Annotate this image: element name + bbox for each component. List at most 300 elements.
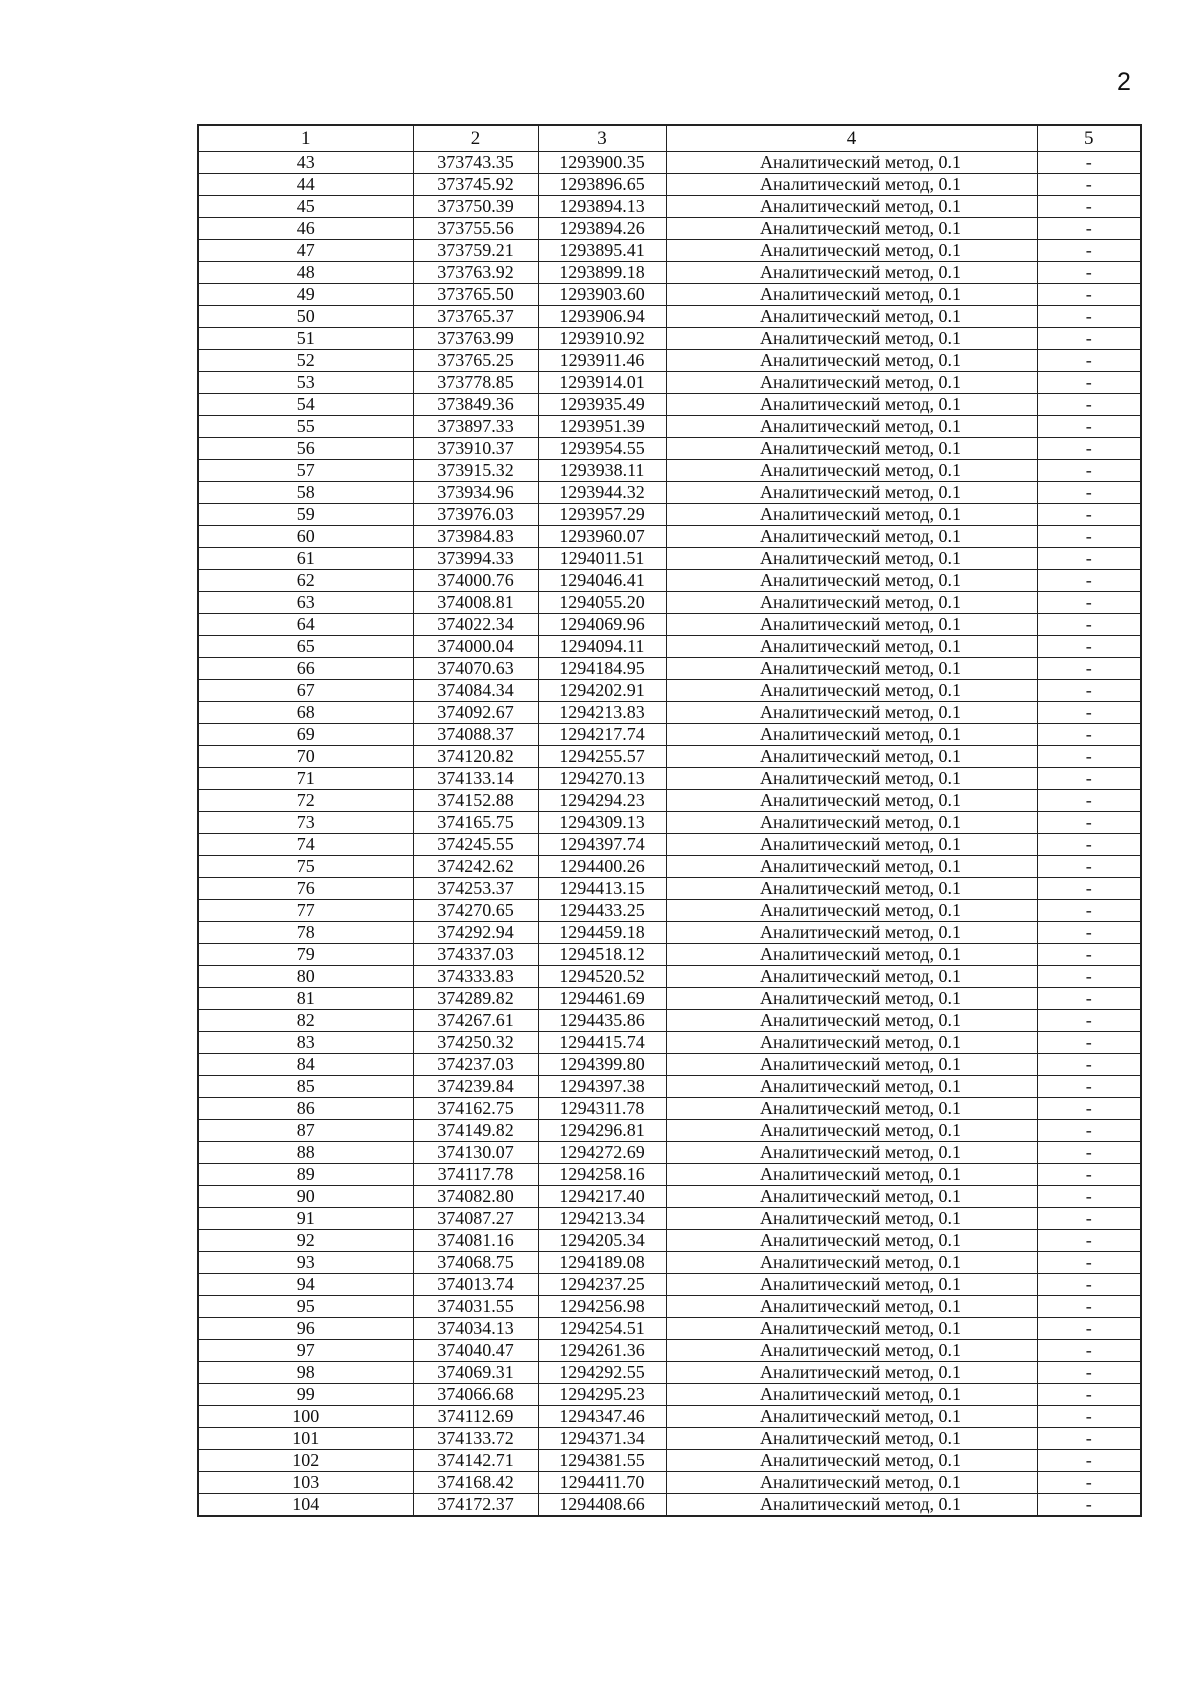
table-row (198, 350, 1141, 372)
note-cell: - (1037, 592, 1141, 614)
x-coordinate-cell: 373745.92 (413, 174, 538, 196)
method-cell: Аналитический метод, 0.1 (666, 1252, 1037, 1274)
y-coordinate-cell: 1294292.55 (538, 1362, 666, 1384)
method-cell: Аналитический метод, 0.1 (666, 1032, 1037, 1054)
note-cell: - (1037, 966, 1141, 988)
y-coordinate-cell: 1294347.46 (538, 1406, 666, 1428)
note-cell: - (1037, 1010, 1141, 1032)
table-row (198, 394, 1141, 416)
table-row (198, 196, 1141, 218)
method-cell: Аналитический метод, 0.1 (666, 966, 1037, 988)
x-coordinate-cell: 374292.94 (413, 922, 538, 944)
table-row (198, 1230, 1141, 1252)
y-coordinate-cell: 1294520.52 (538, 966, 666, 988)
note-cell: - (1037, 570, 1141, 592)
method-cell: Аналитический метод, 0.1 (666, 1010, 1037, 1032)
note-cell: - (1037, 328, 1141, 350)
method-cell: Аналитический метод, 0.1 (666, 856, 1037, 878)
method-cell: Аналитический метод, 0.1 (666, 1076, 1037, 1098)
note-cell: - (1037, 1406, 1141, 1428)
table-row (198, 1362, 1141, 1384)
point-number-cell: 70 (198, 746, 413, 768)
table-row (198, 306, 1141, 328)
x-coordinate-cell: 373743.35 (413, 152, 538, 174)
note-cell: - (1037, 240, 1141, 262)
table-row (198, 834, 1141, 856)
x-coordinate-cell: 374172.37 (413, 1494, 538, 1517)
x-coordinate-cell: 373765.37 (413, 306, 538, 328)
y-coordinate-cell: 1294433.25 (538, 900, 666, 922)
table-row (198, 812, 1141, 834)
method-cell: Аналитический метод, 0.1 (666, 1098, 1037, 1120)
table-row (198, 1472, 1141, 1494)
note-cell: - (1037, 1098, 1141, 1120)
x-coordinate-cell: 374165.75 (413, 812, 538, 834)
method-cell: Аналитический метод, 0.1 (666, 834, 1037, 856)
method-cell: Аналитический метод, 0.1 (666, 262, 1037, 284)
table-row (198, 790, 1141, 812)
y-coordinate-cell: 1293900.35 (538, 152, 666, 174)
method-cell: Аналитический метод, 0.1 (666, 1318, 1037, 1340)
y-coordinate-cell: 1293894.13 (538, 196, 666, 218)
y-coordinate-cell: 1294294.23 (538, 790, 666, 812)
method-cell: Аналитический метод, 0.1 (666, 944, 1037, 966)
point-number-cell: 93 (198, 1252, 413, 1274)
method-cell: Аналитический метод, 0.1 (666, 922, 1037, 944)
table-row (198, 1142, 1141, 1164)
method-cell: Аналитический метод, 0.1 (666, 1274, 1037, 1296)
y-coordinate-cell: 1294184.95 (538, 658, 666, 680)
point-number-cell: 63 (198, 592, 413, 614)
note-cell: - (1037, 196, 1141, 218)
y-coordinate-cell: 1294459.18 (538, 922, 666, 944)
x-coordinate-cell: 374066.68 (413, 1384, 538, 1406)
x-coordinate-cell: 374088.37 (413, 724, 538, 746)
x-coordinate-cell: 373934.96 (413, 482, 538, 504)
y-coordinate-cell: 1294094.11 (538, 636, 666, 658)
x-coordinate-cell: 374289.82 (413, 988, 538, 1010)
table-row (198, 460, 1141, 482)
page-number: 2 (1117, 68, 1131, 96)
method-cell: Аналитический метод, 0.1 (666, 570, 1037, 592)
table-row (198, 1076, 1141, 1098)
header-col-2: 2 (413, 125, 538, 152)
y-coordinate-cell: 1294055.20 (538, 592, 666, 614)
table-row (198, 1296, 1141, 1318)
note-cell: - (1037, 306, 1141, 328)
note-cell: - (1037, 614, 1141, 636)
table-row (198, 944, 1141, 966)
point-number-cell: 49 (198, 284, 413, 306)
y-coordinate-cell: 1293960.07 (538, 526, 666, 548)
note-cell: - (1037, 812, 1141, 834)
point-number-cell: 54 (198, 394, 413, 416)
y-coordinate-cell: 1293944.32 (538, 482, 666, 504)
note-cell: - (1037, 1472, 1141, 1494)
table-row (198, 856, 1141, 878)
y-coordinate-cell: 1294011.51 (538, 548, 666, 570)
table-row (198, 152, 1141, 174)
x-coordinate-cell: 374242.62 (413, 856, 538, 878)
table-row (198, 1010, 1141, 1032)
x-coordinate-cell: 374034.13 (413, 1318, 538, 1340)
note-cell: - (1037, 1252, 1141, 1274)
note-cell: - (1037, 1274, 1141, 1296)
method-cell: Аналитический метод, 0.1 (666, 636, 1037, 658)
method-cell: Аналитический метод, 0.1 (666, 1120, 1037, 1142)
x-coordinate-cell: 374070.63 (413, 658, 538, 680)
y-coordinate-cell: 1294400.26 (538, 856, 666, 878)
point-number-cell: 79 (198, 944, 413, 966)
method-cell: Аналитический метод, 0.1 (666, 526, 1037, 548)
note-cell: - (1037, 746, 1141, 768)
note-cell: - (1037, 900, 1141, 922)
table-row (198, 504, 1141, 526)
x-coordinate-cell: 374270.65 (413, 900, 538, 922)
table-row (198, 592, 1141, 614)
point-number-cell: 100 (198, 1406, 413, 1428)
x-coordinate-cell: 374239.84 (413, 1076, 538, 1098)
note-cell: - (1037, 1296, 1141, 1318)
note-cell: - (1037, 1054, 1141, 1076)
table-row (198, 218, 1141, 240)
method-cell: Аналитический метод, 0.1 (666, 614, 1037, 636)
y-coordinate-cell: 1294254.51 (538, 1318, 666, 1340)
x-coordinate-cell: 374069.31 (413, 1362, 538, 1384)
table-row (198, 174, 1141, 196)
point-number-cell: 75 (198, 856, 413, 878)
method-cell: Аналитический метод, 0.1 (666, 658, 1037, 680)
note-cell: - (1037, 922, 1141, 944)
table-row (198, 1252, 1141, 1274)
table-row (198, 724, 1141, 746)
point-number-cell: 57 (198, 460, 413, 482)
table-row (198, 372, 1141, 394)
method-cell: Аналитический метод, 0.1 (666, 218, 1037, 240)
point-number-cell: 65 (198, 636, 413, 658)
table-row (198, 614, 1141, 636)
note-cell: - (1037, 680, 1141, 702)
note-cell: - (1037, 372, 1141, 394)
note-cell: - (1037, 482, 1141, 504)
point-number-cell: 87 (198, 1120, 413, 1142)
point-number-cell: 73 (198, 812, 413, 834)
note-cell: - (1037, 878, 1141, 900)
point-number-cell: 81 (198, 988, 413, 1010)
x-coordinate-cell: 374133.72 (413, 1428, 538, 1450)
x-coordinate-cell: 374237.03 (413, 1054, 538, 1076)
note-cell: - (1037, 988, 1141, 1010)
table-row (198, 1054, 1141, 1076)
method-cell: Аналитический метод, 0.1 (666, 1406, 1037, 1428)
y-coordinate-cell: 1293910.92 (538, 328, 666, 350)
x-coordinate-cell: 374133.14 (413, 768, 538, 790)
note-cell: - (1037, 262, 1141, 284)
note-cell: - (1037, 658, 1141, 680)
x-coordinate-cell: 374267.61 (413, 1010, 538, 1032)
point-number-cell: 64 (198, 614, 413, 636)
y-coordinate-cell: 1294397.74 (538, 834, 666, 856)
y-coordinate-cell: 1294255.57 (538, 746, 666, 768)
point-number-cell: 62 (198, 570, 413, 592)
x-coordinate-cell: 374250.32 (413, 1032, 538, 1054)
y-coordinate-cell: 1293938.11 (538, 460, 666, 482)
note-cell: - (1037, 1186, 1141, 1208)
y-coordinate-cell: 1294371.34 (538, 1428, 666, 1450)
point-number-cell: 85 (198, 1076, 413, 1098)
x-coordinate-cell: 374008.81 (413, 592, 538, 614)
note-cell: - (1037, 1120, 1141, 1142)
x-coordinate-cell: 373750.39 (413, 196, 538, 218)
method-cell: Аналитический метод, 0.1 (666, 240, 1037, 262)
point-number-cell: 104 (198, 1494, 413, 1517)
method-cell: Аналитический метод, 0.1 (666, 1142, 1037, 1164)
method-cell: Аналитический метод, 0.1 (666, 372, 1037, 394)
method-cell: Аналитический метод, 0.1 (666, 1296, 1037, 1318)
point-number-cell: 59 (198, 504, 413, 526)
x-coordinate-cell: 374092.67 (413, 702, 538, 724)
table-row (198, 922, 1141, 944)
point-number-cell: 88 (198, 1142, 413, 1164)
method-cell: Аналитический метод, 0.1 (666, 1450, 1037, 1472)
table-row (198, 1274, 1141, 1296)
point-number-cell: 72 (198, 790, 413, 812)
x-coordinate-cell: 374013.74 (413, 1274, 538, 1296)
method-cell: Аналитический метод, 0.1 (666, 1428, 1037, 1450)
x-coordinate-cell: 374081.16 (413, 1230, 538, 1252)
table-row (198, 658, 1141, 680)
x-coordinate-cell: 373765.50 (413, 284, 538, 306)
table-row (198, 746, 1141, 768)
y-coordinate-cell: 1294461.69 (538, 988, 666, 1010)
table-row (198, 1318, 1141, 1340)
x-coordinate-cell: 374000.76 (413, 570, 538, 592)
method-cell: Аналитический метод, 0.1 (666, 790, 1037, 812)
method-cell: Аналитический метод, 0.1 (666, 416, 1037, 438)
y-coordinate-cell: 1294309.13 (538, 812, 666, 834)
point-number-cell: 69 (198, 724, 413, 746)
note-cell: - (1037, 526, 1141, 548)
x-coordinate-cell: 374082.80 (413, 1186, 538, 1208)
coordinates-table (197, 124, 1142, 1517)
y-coordinate-cell: 1293957.29 (538, 504, 666, 526)
point-number-cell: 74 (198, 834, 413, 856)
point-number-cell: 101 (198, 1428, 413, 1450)
method-cell: Аналитический метод, 0.1 (666, 328, 1037, 350)
y-coordinate-cell: 1294518.12 (538, 944, 666, 966)
point-number-cell: 97 (198, 1340, 413, 1362)
point-number-cell: 48 (198, 262, 413, 284)
table-row (198, 438, 1141, 460)
note-cell: - (1037, 1208, 1141, 1230)
note-cell: - (1037, 834, 1141, 856)
point-number-cell: 77 (198, 900, 413, 922)
table-row (198, 1450, 1141, 1472)
point-number-cell: 67 (198, 680, 413, 702)
note-cell: - (1037, 1230, 1141, 1252)
point-number-cell: 91 (198, 1208, 413, 1230)
note-cell: - (1037, 1076, 1141, 1098)
table-row (198, 680, 1141, 702)
table-row (198, 768, 1141, 790)
table-row (198, 1384, 1141, 1406)
method-cell: Аналитический метод, 0.1 (666, 724, 1037, 746)
method-cell: Аналитический метод, 0.1 (666, 1230, 1037, 1252)
x-coordinate-cell: 373910.37 (413, 438, 538, 460)
method-cell: Аналитический метод, 0.1 (666, 1494, 1037, 1517)
y-coordinate-cell: 1294213.34 (538, 1208, 666, 1230)
point-number-cell: 66 (198, 658, 413, 680)
y-coordinate-cell: 1293899.18 (538, 262, 666, 284)
table-row (198, 1164, 1141, 1186)
point-number-cell: 50 (198, 306, 413, 328)
table-row (198, 262, 1141, 284)
table-row (198, 1406, 1141, 1428)
point-number-cell: 94 (198, 1274, 413, 1296)
x-coordinate-cell: 374337.03 (413, 944, 538, 966)
y-coordinate-cell: 1293894.26 (538, 218, 666, 240)
table-row (198, 900, 1141, 922)
method-cell: Аналитический метод, 0.1 (666, 1208, 1037, 1230)
table-row (198, 328, 1141, 350)
x-coordinate-cell: 373897.33 (413, 416, 538, 438)
x-coordinate-cell: 374000.04 (413, 636, 538, 658)
note-cell: - (1037, 394, 1141, 416)
note-cell: - (1037, 768, 1141, 790)
note-cell: - (1037, 350, 1141, 372)
x-coordinate-cell: 373984.83 (413, 526, 538, 548)
note-cell: - (1037, 284, 1141, 306)
point-number-cell: 52 (198, 350, 413, 372)
point-number-cell: 44 (198, 174, 413, 196)
note-cell: - (1037, 1494, 1141, 1517)
y-coordinate-cell: 1293954.55 (538, 438, 666, 460)
method-cell: Аналитический метод, 0.1 (666, 460, 1037, 482)
point-number-cell: 61 (198, 548, 413, 570)
x-coordinate-cell: 373976.03 (413, 504, 538, 526)
x-coordinate-cell: 374162.75 (413, 1098, 538, 1120)
note-cell: - (1037, 1450, 1141, 1472)
x-coordinate-cell: 374022.34 (413, 614, 538, 636)
x-coordinate-cell: 373915.32 (413, 460, 538, 482)
header-col-5: 5 (1037, 125, 1141, 152)
note-cell: - (1037, 1384, 1141, 1406)
method-cell: Аналитический метод, 0.1 (666, 1054, 1037, 1076)
note-cell: - (1037, 1164, 1141, 1186)
y-coordinate-cell: 1293911.46 (538, 350, 666, 372)
note-cell: - (1037, 1142, 1141, 1164)
point-number-cell: 51 (198, 328, 413, 350)
note-cell: - (1037, 460, 1141, 482)
y-coordinate-cell: 1294217.74 (538, 724, 666, 746)
x-coordinate-cell: 374253.37 (413, 878, 538, 900)
method-cell: Аналитический метод, 0.1 (666, 438, 1037, 460)
y-coordinate-cell: 1294046.41 (538, 570, 666, 592)
note-cell: - (1037, 1428, 1141, 1450)
x-coordinate-cell: 374149.82 (413, 1120, 538, 1142)
x-coordinate-cell: 374117.78 (413, 1164, 538, 1186)
x-coordinate-cell: 374152.88 (413, 790, 538, 812)
note-cell: - (1037, 504, 1141, 526)
x-coordinate-cell: 374333.83 (413, 966, 538, 988)
y-coordinate-cell: 1294202.91 (538, 680, 666, 702)
note-cell: - (1037, 438, 1141, 460)
table-row (198, 416, 1141, 438)
table-row (198, 240, 1141, 262)
table-row (198, 570, 1141, 592)
point-number-cell: 60 (198, 526, 413, 548)
point-number-cell: 55 (198, 416, 413, 438)
table-row (198, 1120, 1141, 1142)
note-cell: - (1037, 152, 1141, 174)
method-cell: Аналитический метод, 0.1 (666, 504, 1037, 526)
table-row (198, 1098, 1141, 1120)
x-coordinate-cell: 374130.07 (413, 1142, 538, 1164)
y-coordinate-cell: 1294399.80 (538, 1054, 666, 1076)
header-col-3: 3 (538, 125, 666, 152)
method-cell: Аналитический метод, 0.1 (666, 1186, 1037, 1208)
y-coordinate-cell: 1294295.23 (538, 1384, 666, 1406)
header-col-4: 4 (666, 125, 1037, 152)
y-coordinate-cell: 1294381.55 (538, 1450, 666, 1472)
note-cell: - (1037, 702, 1141, 724)
x-coordinate-cell: 373763.99 (413, 328, 538, 350)
point-number-cell: 76 (198, 878, 413, 900)
table-row (198, 548, 1141, 570)
point-number-cell: 84 (198, 1054, 413, 1076)
note-cell: - (1037, 636, 1141, 658)
y-coordinate-cell: 1294413.15 (538, 878, 666, 900)
y-coordinate-cell: 1294258.16 (538, 1164, 666, 1186)
note-cell: - (1037, 724, 1141, 746)
method-cell: Аналитический метод, 0.1 (666, 592, 1037, 614)
method-cell: Аналитический метод, 0.1 (666, 152, 1037, 174)
x-coordinate-cell: 373755.56 (413, 218, 538, 240)
x-coordinate-cell: 374168.42 (413, 1472, 538, 1494)
x-coordinate-cell: 373778.85 (413, 372, 538, 394)
point-number-cell: 98 (198, 1362, 413, 1384)
method-cell: Аналитический метод, 0.1 (666, 1164, 1037, 1186)
point-number-cell: 83 (198, 1032, 413, 1054)
coordinates-table-container (197, 124, 1140, 1517)
table-row (198, 1186, 1141, 1208)
method-cell: Аналитический метод, 0.1 (666, 284, 1037, 306)
y-coordinate-cell: 1294272.69 (538, 1142, 666, 1164)
header-col-1: 1 (198, 125, 413, 152)
y-coordinate-cell: 1293903.60 (538, 284, 666, 306)
note-cell: - (1037, 1362, 1141, 1384)
note-cell: - (1037, 1340, 1141, 1362)
y-coordinate-cell: 1294435.86 (538, 1010, 666, 1032)
y-coordinate-cell: 1294237.25 (538, 1274, 666, 1296)
y-coordinate-cell: 1293935.49 (538, 394, 666, 416)
point-number-cell: 46 (198, 218, 413, 240)
table-row (198, 526, 1141, 548)
point-number-cell: 102 (198, 1450, 413, 1472)
method-cell: Аналитический метод, 0.1 (666, 878, 1037, 900)
point-number-cell: 89 (198, 1164, 413, 1186)
table-row (198, 702, 1141, 724)
table-body (198, 152, 1141, 1517)
y-coordinate-cell: 1294256.98 (538, 1296, 666, 1318)
y-coordinate-cell: 1293895.41 (538, 240, 666, 262)
y-coordinate-cell: 1294408.66 (538, 1494, 666, 1517)
point-number-cell: 92 (198, 1230, 413, 1252)
y-coordinate-cell: 1294189.08 (538, 1252, 666, 1274)
table-row (198, 878, 1141, 900)
table-row (198, 988, 1141, 1010)
method-cell: Аналитический метод, 0.1 (666, 900, 1037, 922)
